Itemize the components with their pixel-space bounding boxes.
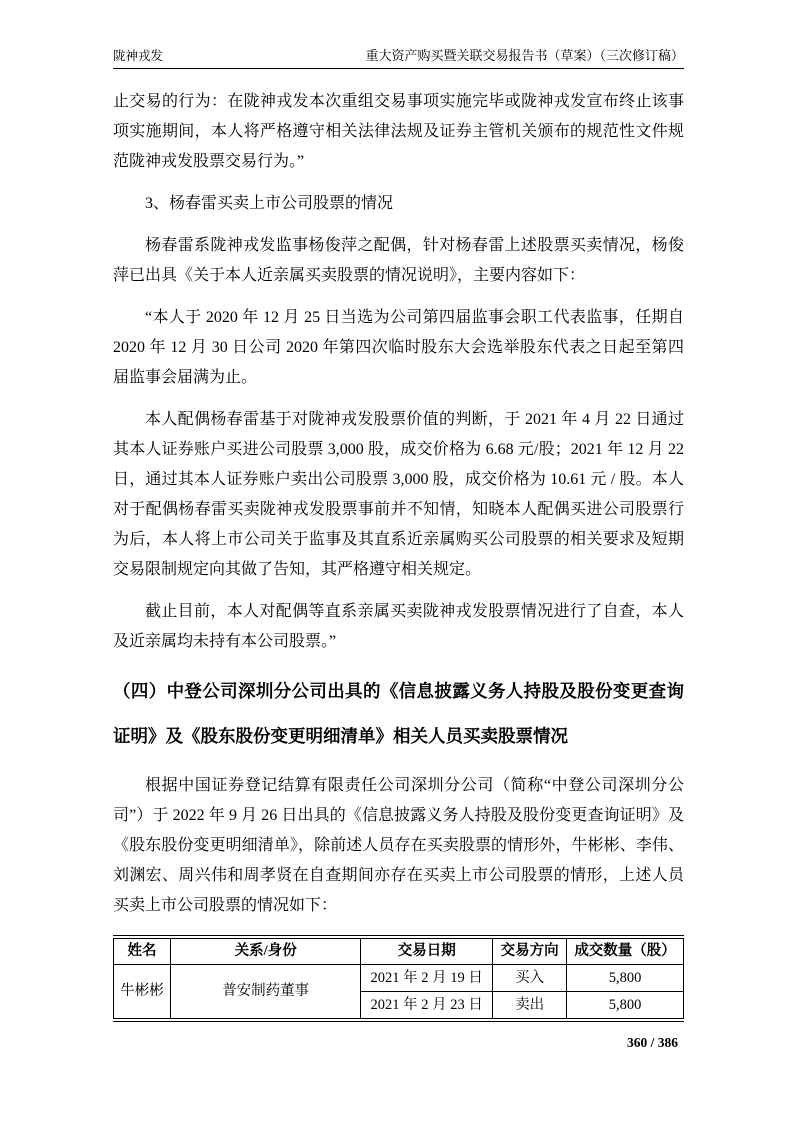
table-header-row <box>114 937 684 965</box>
document-body <box>113 87 684 1022</box>
paragraph-continuation: 止交易的行为：在陇神戎发本次重组交易事项实施完毕或陇神戎发宣布终止该事项实施期间，本人将严格遵守相关法律法规及证券主管机关颁布的规范性文件规范陇神戎发股票交易行为。” <box>113 93 684 170</box>
paragraph-quote-trades: 本人配偶杨春雷基于对陇神戎发股票价值的判断，于 2021 年 4 月 22 日通过其本人证券账户买进公司股票 3,000 股，成交价格为 6.68 元/股；2021 年 12 月 22 日，通过其本人证券账户卖出公司股票 3,000 股，成交价格为 10.61 元 / 股。本人对于配偶杨春雷买卖陇神戎发股票事前并不知情，知晓本人配偶买进公司股票行为后，本人将上市公司关于监事及其直系近亲属购买公司股票的相关要求及短期交易限制规定向其做了告知，其严格遵守相关规定。 <box>113 411 684 578</box>
table-cell-trade-quantity: 5,800 <box>567 992 684 1021</box>
paragraph-csdc: 根据中国证券登记结算有限责任公司深圳分公司（简称“中登公司深圳分公司”）于 2022 年 9 月 26 日出具的《信息披露义务人持股及股份变更查询证明》及《股东股份变更明细清单》，除前述人员存在买卖股票的情形外，牛彬彬、李伟、刘渊宏、周兴伟和周孝贤在自查期间亦存在买卖上市公司股票的情形，上述人员买卖上市公司股票的情况如下： <box>113 777 684 914</box>
subsection-heading: 3、杨春雷买卖上市公司股票的情况 <box>145 195 394 212</box>
table-cell-trade-quantity: 5,800 <box>567 965 684 992</box>
table-cell-trade-date: 2021 年 2 月 23 日 <box>361 992 493 1021</box>
header-company-short-name: 陇神戎发 <box>113 49 164 63</box>
table-cell-trade-direction: 买入 <box>493 965 567 992</box>
paragraph-quote-election: “本人于 2020 年 12 月 25 日当选为公司第四届监事会职工代表监事，任期自 2020 年 12 月 30 日公司 2020 年第四次临时股东大会选举股东代表之日起至第四届监事会届满为止。 <box>113 309 684 386</box>
table-cell-trade-date: 2021 年 2 月 19 日 <box>361 965 493 992</box>
table-header-direction: 交易方向 <box>493 937 567 965</box>
table-row <box>114 965 684 992</box>
section-heading: （四）中登公司深圳分公司出具的《信息披露义务人持股及股份变更查询证明》及《股东股份变更明细清单》相关人员买卖股票情况 <box>113 681 684 746</box>
page-footer <box>113 1034 684 1052</box>
table-header-relation: 关系/身份 <box>171 937 361 965</box>
table-header-quantity: 成交数量（股） <box>567 937 684 965</box>
header-report-title: 重大资产购买暨关联交易报告书（草案）（三次修订稿） <box>365 48 684 63</box>
table-cell-trade-direction: 卖出 <box>493 992 567 1021</box>
page-number: 360 / 386 <box>626 1035 678 1050</box>
table-header-name: 姓名 <box>114 937 171 965</box>
paragraph-spouse-intro: 杨春雷系陇神戎发监事杨俊萍之配偶，针对杨春雷上述股票买卖情况，杨俊萍已出具《关于本人近亲属买卖股票的情况说明》，主要内容如下： <box>113 237 684 284</box>
paragraph-quote-selfcheck: 截止目前，本人对配偶等直系亲属买卖陇神戎发股票情况进行了自查，本人及近亲属均未持有本公司股票。” <box>113 603 684 650</box>
table-cell-person-name: 牛彬彬 <box>114 965 171 1021</box>
page-header <box>113 48 684 69</box>
table-cell-person-relation: 普安制药董事 <box>171 965 361 1021</box>
trades-table <box>113 935 684 1022</box>
table-header-date: 交易日期 <box>361 937 493 965</box>
